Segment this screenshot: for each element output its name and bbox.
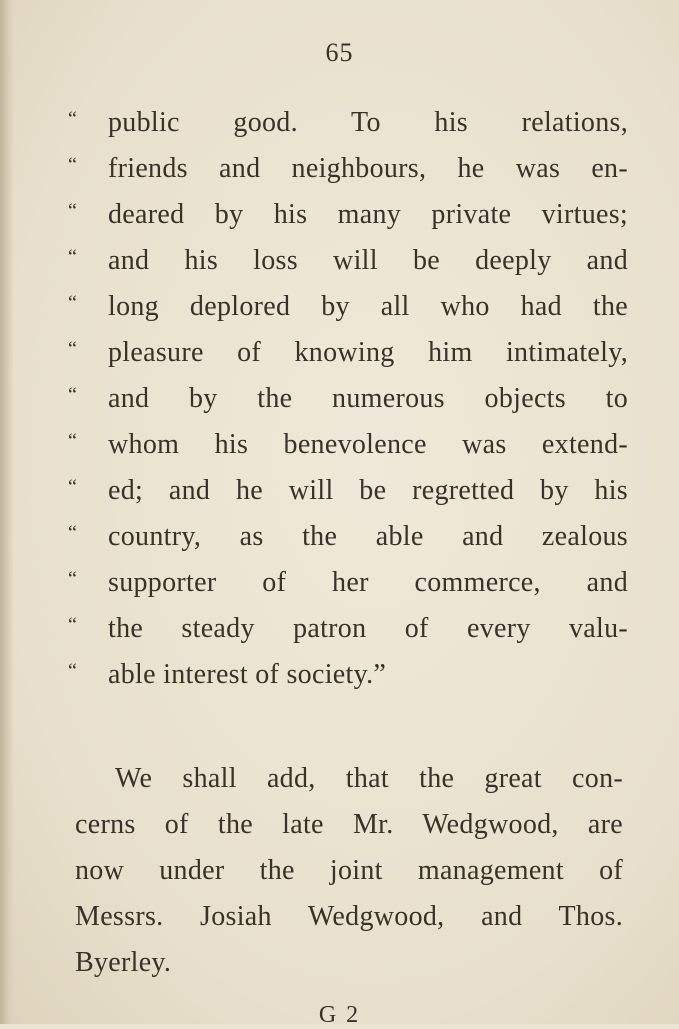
quote-line (68, 606, 628, 652)
quote-line-text: long deplored by all who had the (108, 291, 628, 322)
paragraph-line: We shall add, that the great con- (115, 763, 623, 794)
quote-mark: “ (68, 614, 77, 636)
quote-mark: “ (68, 522, 77, 544)
quote-mark: “ (68, 200, 77, 222)
page-number: 65 (325, 38, 354, 67)
quote-mark: “ (68, 108, 77, 130)
quote-line (68, 284, 628, 330)
quote-line (68, 560, 628, 606)
quote-line (68, 468, 628, 514)
page-gutter (0, 0, 14, 1024)
quote-mark: “ (68, 292, 77, 314)
quote-line-text: public good. To his relations, (108, 107, 628, 138)
quote-line-text: and his loss will be deeply and (108, 245, 628, 276)
quote-mark: “ (68, 246, 77, 268)
quote-line-text: pleasure of knowing him intimately, (108, 337, 628, 368)
quote-mark: “ (68, 338, 77, 360)
quote-line-text: friends and neighbours, he was en- (108, 153, 628, 184)
quote-line (68, 238, 628, 284)
quote-mark: “ (68, 568, 77, 590)
quote-mark: “ (68, 430, 77, 452)
signature-mark: G 2 (318, 1002, 361, 1028)
paragraph-line: Byerley. (75, 947, 172, 978)
quote-line-text: deared by his many private virtues; (108, 199, 628, 230)
quote-mark: “ (68, 384, 77, 406)
quote-line (68, 330, 628, 376)
quote-line (68, 376, 628, 422)
quote-mark: “ (68, 154, 77, 176)
quote-line-text: whom his benevolence was extend- (108, 429, 628, 460)
paragraph-line: cerns of the late Mr. Wedgwood, are (75, 809, 623, 840)
quote-mark: “ (68, 660, 77, 682)
quoted-passage (68, 100, 628, 698)
paragraph-line: Messrs. Josiah Wedgwood, and Thos. (75, 901, 623, 932)
quote-line (68, 514, 628, 560)
quote-line-text: country, as the able and zealous (108, 521, 628, 552)
quote-line (68, 422, 628, 468)
closing-paragraph (75, 756, 623, 986)
quote-line-text: able interest of society.” (108, 659, 387, 690)
quote-line (68, 146, 628, 192)
quote-line-text: the steady patron of every valu- (108, 613, 628, 644)
quote-line (68, 192, 628, 238)
quote-line-text: and by the numerous objects to (108, 383, 628, 414)
paragraph-line: now under the joint management of (75, 855, 623, 886)
quote-line (68, 100, 628, 146)
quote-line-text: supporter of her commerce, and (108, 567, 628, 598)
quote-line-text: ed; and he will be regretted by his (108, 475, 628, 506)
quote-mark: “ (68, 476, 77, 498)
quote-line (68, 652, 628, 698)
